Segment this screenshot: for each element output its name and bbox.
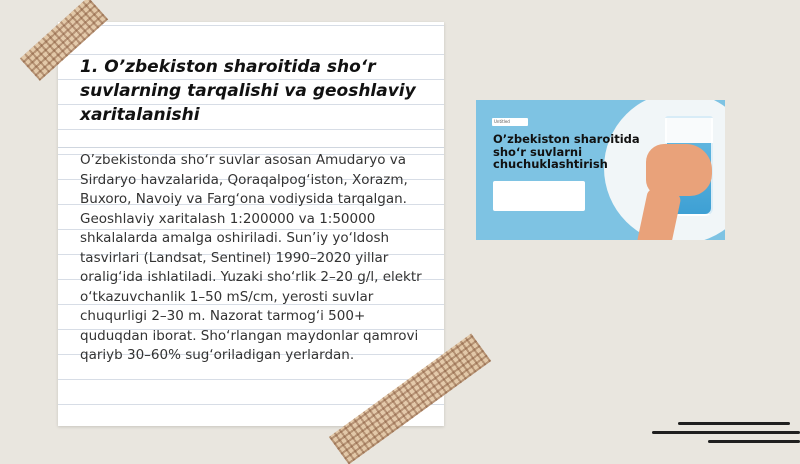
thumbnail-text-box xyxy=(493,181,585,211)
thumbnail-title: O’zbekiston sharoitida sho‘r suvlarni chuchuklashtirish xyxy=(493,133,640,171)
decorative-line xyxy=(678,422,790,425)
hand-icon xyxy=(646,144,712,196)
decorative-line xyxy=(652,431,800,434)
thumbnail-tag: Untitled xyxy=(492,118,528,126)
body-paragraph: O’zbekistonda sho‘r suvlar asosan Amudaryo va Sirdaryo havzalarida, Qoraqalpog‘iston, Xorazm, Buxoro, Navoiy va Farg‘ona vodiysida tarqalgan. Geoshlaviy xaritalash 1:200000 va 1:50000 shkalalarda amalga oshiriladi. Sun’iy yo‘ldosh tasvirlari (Landsat, Sentinel) 1990–2020 yillar oralig‘ida ishlatiladi. Yuzaki sho‘rlik 2–20 g/l, elektr o‘tkazuvchanlik 1–50 mS/cm, yerosti suvlar chuqurligi 2–30 m. Nazorat tarmog‘i 500+ quduqdan iborat. Sho‘rlangan maydonlar qamrovi qariyb 30–60% sug‘oriladigan yerlardan. xyxy=(80,152,422,363)
decorative-line xyxy=(708,440,800,443)
title-divider xyxy=(58,147,444,148)
page-title: 1. O’zbekiston sharoitida sho‘r suvlarning tarqalishi va geoshlaviy xaritalanishi xyxy=(80,57,416,125)
